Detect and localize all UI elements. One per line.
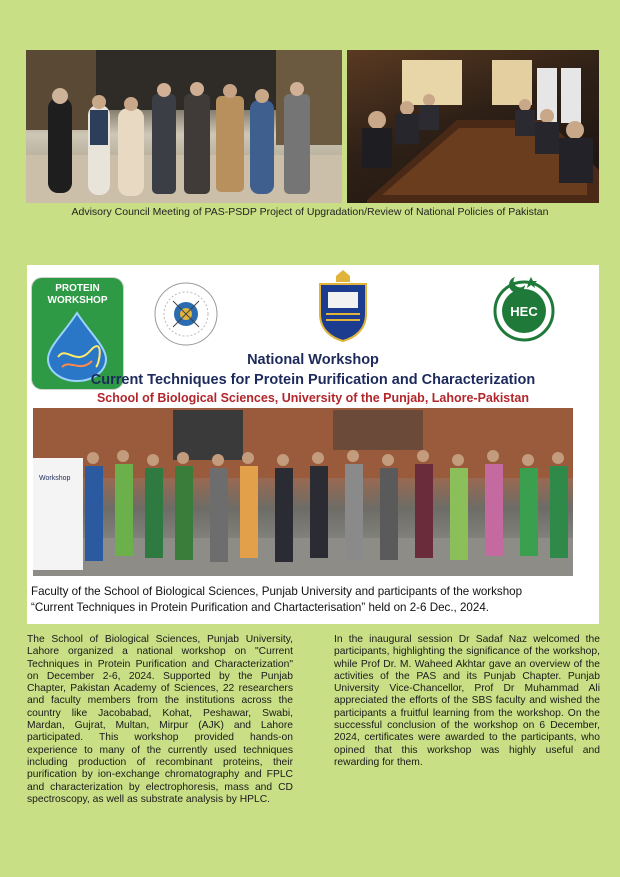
protein-workshop-logo: PROTEIN WORKSHOP bbox=[32, 278, 123, 389]
workshop-caption: Faculty of the School of Biological Sciences, Punjab University and participants of the workshop “Current Techniques in Protein Purification and Chartacterisation” held on 2-6 Dec., 2024. bbox=[31, 585, 523, 614]
workshop-title: National Workshop bbox=[247, 352, 379, 368]
council-group-photo bbox=[26, 50, 342, 203]
article-column-left: The School of Biological Sciences, Punjab University, Lahore organized a national workshop on "Current Techniques in Protein Purification and Characterization" on December 2-6, 2024. Supported by the Punjab Chapter, Pakistan Academy of Sciences, 22 researchers and faculty members from the institutions across the country like Jacobabad, Kohat, Peshawar, Swabi, Mardan, Gujrat, Multan, Mirpur (AJK) and Lahore participated. This workshop provided hands-on experience to many of the currently used techniques including production of recombinant proteins, their purification by ion-exchange chromatography and FPLC and characterization by electrophoresis, mass and CD spectroscopy, as well as substrate analysis by HPLC. bbox=[27, 634, 293, 805]
workshop-host: School of Biological Sciences, University of the Punjab, Lahore-Pakistan bbox=[96, 391, 530, 405]
workshop-panel bbox=[27, 265, 599, 624]
council-meeting-photo bbox=[347, 50, 599, 203]
workshop-subtitle: Current Techniques for Protein Purification and Characterization bbox=[90, 372, 536, 388]
pas-seal-logo bbox=[153, 281, 219, 347]
article-column-right: In the inaugural session Dr Sadaf Naz welcomed the participants, highlighting the significance of the workshop, while Prof Dr. M. Waheed Akhtar gave an overview of the activities of the PAS and its Punjab Chapter. Punjab University Vice-Chancellor, Prof Dr Muhammad Ali appreciated the efforts of the SBS faculty and wished the participants a fruitful learning from the workshop. On the successful conclusion of the workshop on 6 December, 2024, certificates were awarded to the participants, who opined that this workshop was highly useful and rewarding for them. bbox=[334, 634, 600, 768]
svg-text:HEC: HEC bbox=[510, 304, 538, 319]
photo-caption: Advisory Council Meeting of PAS-PSDP Project of Upgradation/Review of National Policies of Pakistan bbox=[71, 206, 549, 218]
hec-logo bbox=[491, 271, 557, 343]
workshop-group-photo bbox=[33, 408, 573, 576]
workshop-banner-text: Workshop bbox=[39, 475, 71, 482]
punjab-university-logo bbox=[314, 270, 372, 342]
